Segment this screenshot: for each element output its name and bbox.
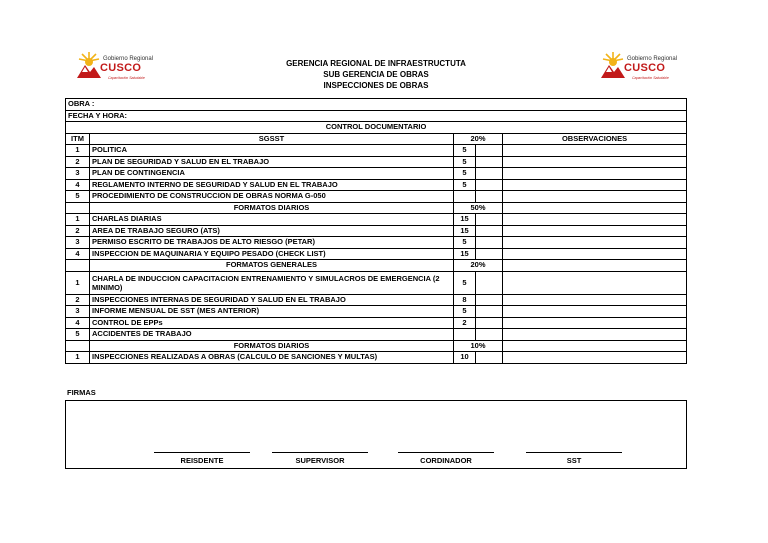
sun-mountain-emblem-icon	[600, 50, 626, 80]
item-number: 1	[66, 145, 90, 157]
document-header	[230, 58, 522, 91]
item-observation-cell[interactable]	[503, 317, 687, 329]
item-score: 5	[454, 179, 476, 191]
signature-label-residente: REISDENTE	[180, 456, 224, 465]
item-number: 5	[66, 329, 90, 341]
item-observation-cell[interactable]	[503, 191, 687, 203]
item-number: 4	[66, 248, 90, 260]
item-score: 5	[454, 271, 476, 294]
group-title-row	[66, 260, 687, 272]
group-formatos-diarios	[66, 202, 687, 214]
logo-text-cusco: CUSCO	[624, 62, 666, 74]
item-row	[66, 225, 687, 237]
item-label: PLAN DE CONTINGENCIA	[90, 168, 454, 180]
obra-row	[66, 99, 687, 111]
signature-line-residente[interactable]	[154, 452, 250, 453]
item-observation-cell[interactable]	[503, 306, 687, 318]
item-check-cell[interactable]	[476, 145, 503, 157]
column-header-row	[66, 133, 687, 145]
item-observation-cell[interactable]	[503, 237, 687, 249]
item-observation-cell[interactable]	[503, 156, 687, 168]
group-formatos-diarios-items	[66, 214, 687, 260]
item-row	[66, 271, 687, 294]
fecha-row	[66, 110, 687, 122]
group-title: FORMATOS DIARIOS	[90, 340, 454, 352]
item-row	[66, 294, 687, 306]
group-title-row	[66, 340, 687, 352]
section-title: CONTROL DOCUMENTARIO	[66, 122, 687, 134]
group-title: FORMATOS GENERALES	[90, 260, 454, 272]
item-score: 2	[454, 317, 476, 329]
signature-box	[65, 400, 687, 469]
logo-gobierno-regional-cusco-left	[76, 50, 156, 82]
item-number: 3	[66, 237, 90, 249]
item-check-cell[interactable]	[476, 294, 503, 306]
obra-field[interactable]: OBRA :	[66, 99, 687, 111]
item-score: 5	[454, 145, 476, 157]
item-score: 5	[454, 156, 476, 168]
group-sgsst	[66, 145, 687, 203]
signature-line-supervisor[interactable]	[272, 452, 368, 453]
item-label: CHARLAS DIARIAS	[90, 214, 454, 226]
logo-text-line1: Gobierno Regional	[627, 56, 678, 62]
signature-label-coordinador: CORDINADOR	[420, 456, 472, 465]
item-number: 1	[66, 214, 90, 226]
item-row	[66, 168, 687, 180]
item-observation-cell[interactable]	[503, 179, 687, 191]
item-check-cell[interactable]	[476, 156, 503, 168]
item-row	[66, 248, 687, 260]
group-formatos-generales	[66, 260, 687, 272]
header-line-3: INSPECCIONES DE OBRAS	[323, 81, 429, 90]
item-score: 8	[454, 294, 476, 306]
item-label: CONTROL DE EPPs	[90, 317, 454, 329]
item-check-cell[interactable]	[476, 214, 503, 226]
item-label: INFORME MENSUAL DE SST (MES ANTERIOR)	[90, 306, 454, 318]
item-check-cell[interactable]	[476, 306, 503, 318]
item-label: POLITICA	[90, 145, 454, 157]
item-row	[66, 214, 687, 226]
item-number: 2	[66, 225, 90, 237]
item-score: 10	[454, 352, 476, 364]
firmas-label: FIRMAS	[67, 388, 96, 397]
item-observation-cell[interactable]	[503, 225, 687, 237]
logo-text-line1: Gobierno Regional	[103, 56, 154, 62]
group-title: FORMATOS DIARIOS	[90, 202, 454, 214]
item-row	[66, 179, 687, 191]
sun-mountain-emblem-icon	[76, 50, 102, 80]
item-label: PERMISO ESCRITO DE TRABAJOS DE ALTO RIESGO (PETAR)	[90, 237, 454, 249]
item-label: INSPECCIONES REALIZADAS A OBRAS (CALCULO DE SANCIONES Y MULTAS)	[90, 352, 454, 364]
item-observation-cell[interactable]	[503, 271, 687, 294]
group-percent: 10%	[454, 340, 503, 352]
item-number: 1	[66, 271, 90, 294]
item-label: INSPECCION DE MAQUINARIA Y EQUIPO PESADO (CHECK LIST)	[90, 248, 454, 260]
group-percent: 20%	[454, 260, 503, 272]
item-label: PROCEDIMIENTO DE CONSTRUCCION DE OBRAS NORMA G-050	[90, 191, 454, 203]
item-row	[66, 156, 687, 168]
item-score: 15	[454, 225, 476, 237]
item-check-cell[interactable]	[476, 225, 503, 237]
signature-line-sst[interactable]	[526, 452, 622, 453]
signature-line-coordinador[interactable]	[398, 452, 494, 453]
item-number: 1	[66, 352, 90, 364]
group-formatos-diarios-2-items	[66, 352, 687, 364]
logo-gobierno-regional-cusco-right	[600, 50, 680, 82]
item-observation-cell[interactable]	[503, 248, 687, 260]
group-percent: 50%	[454, 202, 503, 214]
item-check-cell[interactable]	[476, 237, 503, 249]
item-check-cell[interactable]	[476, 179, 503, 191]
item-check-cell[interactable]	[476, 317, 503, 329]
item-check-cell[interactable]	[476, 248, 503, 260]
item-score: 5	[454, 237, 476, 249]
item-label: REGLAMENTO INTERNO DE SEGURIDAD Y SALUD EN EL TRABAJO	[90, 179, 454, 191]
item-number: 4	[66, 317, 90, 329]
item-number: 3	[66, 306, 90, 318]
item-score: 15	[454, 214, 476, 226]
item-label: INSPECCIONES INTERNAS DE SEGURIDAD Y SALUD EN EL TRABAJO	[90, 294, 454, 306]
col-header-itm: ITM	[66, 133, 90, 145]
item-label: ACCIDENTES DE TRABAJO	[90, 329, 454, 341]
item-observation-cell[interactable]	[503, 352, 687, 364]
col-header-sgsst: SGSST	[90, 133, 454, 145]
item-number: 5	[66, 191, 90, 203]
item-number: 2	[66, 156, 90, 168]
item-observation-cell[interactable]	[503, 168, 687, 180]
item-number: 3	[66, 168, 90, 180]
logo-text-cusco: CUSCO	[100, 62, 142, 74]
section-title-row	[66, 122, 687, 134]
item-row	[66, 352, 687, 364]
fecha-hora-field[interactable]: FECHA Y HORA:	[66, 110, 687, 122]
item-row	[66, 329, 687, 341]
col-header-percent: 20%	[454, 133, 503, 145]
group-title-row	[66, 202, 687, 214]
item-row	[66, 191, 687, 203]
item-label: AREA DE TRABAJO SEGURO (ATS)	[90, 225, 454, 237]
item-check-cell[interactable]	[476, 352, 503, 364]
item-observation-cell[interactable]	[503, 294, 687, 306]
item-observation-cell[interactable]	[503, 329, 687, 341]
item-check-cell[interactable]	[476, 168, 503, 180]
inspection-table	[65, 98, 687, 364]
item-row	[66, 237, 687, 249]
signature-label-sst: SST	[566, 456, 582, 465]
item-number: 2	[66, 294, 90, 306]
item-score: 5	[454, 168, 476, 180]
item-check-cell[interactable]	[476, 271, 503, 294]
logo-tagline: Capacitación Saludable	[632, 76, 669, 80]
item-label: PLAN DE SEGURIDAD Y SALUD EN EL TRABAJO	[90, 156, 454, 168]
group-formatos-generales-items	[66, 271, 687, 340]
item-observation-cell[interactable]	[503, 214, 687, 226]
item-label: CHARLA DE INDUCCION CAPACITACION ENTRENAMIENTO Y SIMULACROS DE EMERGENCIA (2 MINIMO)	[90, 271, 454, 294]
item-number: 4	[66, 179, 90, 191]
group-formatos-diarios-2	[66, 340, 687, 352]
signature-label-supervisor: SUPERVISOR	[295, 456, 345, 465]
item-score: 15	[454, 248, 476, 260]
item-row	[66, 317, 687, 329]
col-header-observaciones: OBSERVACIONES	[503, 133, 687, 145]
item-score	[454, 191, 476, 203]
header-line-2: SUB GERENCIA DE OBRAS	[323, 70, 429, 79]
item-row	[66, 145, 687, 157]
item-row	[66, 306, 687, 318]
item-score	[454, 329, 476, 341]
item-check-cell[interactable]	[476, 329, 503, 341]
logo-tagline: Capacitación Saludable	[108, 76, 145, 80]
item-score: 5	[454, 306, 476, 318]
header-line-1: GERENCIA REGIONAL DE INFRAESTRUCTUTA	[286, 59, 466, 68]
item-observation-cell[interactable]	[503, 145, 687, 157]
item-check-cell[interactable]	[476, 191, 503, 203]
